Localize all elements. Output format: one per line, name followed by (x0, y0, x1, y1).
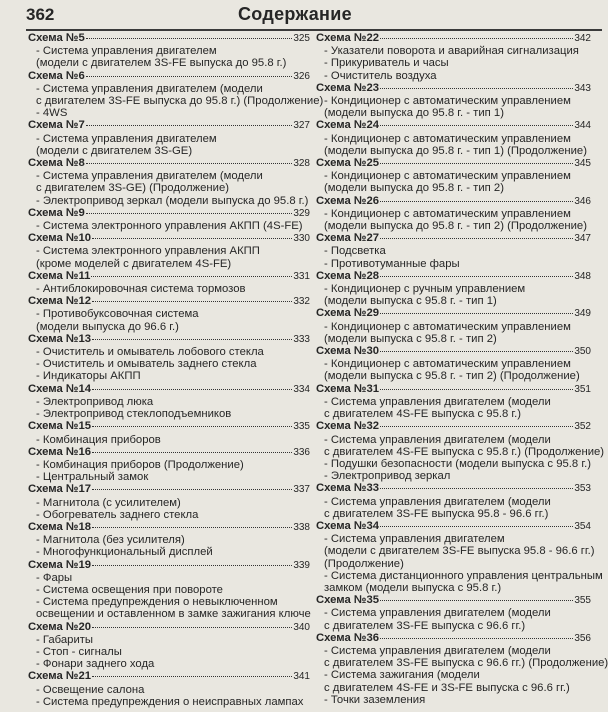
scheme-page-number: 325 (293, 33, 310, 44)
dot-leader (380, 163, 573, 164)
toc-entry-line: (модели выпуска до 95.8 г. - тип 1) (Продолжение) (324, 144, 587, 157)
toc-entry-line: - Система управления двигателем (модели (324, 644, 551, 657)
scheme-page-number: 328 (293, 158, 310, 170)
toc-entry-line: - Подсветка (324, 245, 386, 258)
scheme-heading (316, 345, 591, 358)
scheme-heading (28, 32, 310, 45)
scheme-heading (316, 594, 591, 607)
scheme-title: Схема №25 (316, 157, 380, 170)
scheme-heading (28, 559, 310, 572)
toc-entry-line: - Обогреватель заднего стекла (36, 508, 199, 521)
toc-entry-line: - Система управления двигателем (324, 533, 505, 546)
toc-entry-line: (модели выпуска с 95.8 г. - тип 1) (324, 295, 497, 308)
scheme-heading (28, 157, 310, 170)
scheme-page-number: 354 (574, 520, 591, 532)
scheme-heading (316, 232, 591, 245)
scheme-page-number: 345 (574, 158, 591, 170)
toc-entry-line: - Система управления двигателем (модели (324, 495, 551, 508)
scheme-heading (28, 232, 310, 245)
scheme-title: Схема №22 (316, 32, 380, 44)
scheme-title: Схема №7 (28, 119, 85, 132)
scheme-title: Схема №17 (28, 483, 92, 496)
dot-leader (86, 76, 293, 77)
toc-entry-line: - Очиститель и омыватель заднего стекла (36, 358, 257, 371)
scheme-page-number: 341 (293, 671, 310, 683)
toc-entry-line: - Система управления двигателем (модели (324, 395, 551, 408)
toc-entry-line: - Кондиционер с автоматическим управлением (324, 207, 571, 220)
toc-entry-line: - Кондиционер с автоматическим управлением (324, 132, 571, 145)
dot-leader (92, 565, 292, 566)
toc-entry-line: - Прикуриватель и часы (324, 57, 449, 70)
toc-entry-line: с двигателем 3S-FE выпуска с 96.6 гг.) (324, 619, 526, 632)
dot-leader (92, 676, 292, 677)
dot-leader (380, 38, 573, 39)
scheme-title: Схема №33 (316, 482, 380, 495)
toc-entry-line: с двигателем 3S-GE) (Продолжение) (36, 182, 229, 195)
scheme-heading (28, 119, 310, 132)
scheme-page-number: 333 (293, 333, 310, 345)
toc-entry-line: (модели выпуска до 95.8 г. - тип 2) (324, 182, 504, 195)
toc-entry-line: (Продолжение) (324, 557, 404, 570)
scheme-page-number: 347 (574, 233, 591, 245)
dot-leader (91, 276, 292, 277)
toc-entry-line: - Комбинация приборов (36, 433, 161, 446)
scheme-heading (28, 621, 310, 634)
scheme-heading (28, 207, 310, 220)
toc-entry-line: - Габариты (36, 633, 94, 646)
toc-entry-line: - Система управления двигателем (36, 45, 217, 58)
scheme-page-number: 330 (293, 233, 310, 245)
scheme-heading (316, 307, 591, 320)
scheme-page-number: 340 (293, 621, 310, 633)
scheme-title: Схема №12 (28, 295, 92, 308)
scheme-title: Схема №5 (28, 32, 85, 44)
toc-entry-line: - Очиститель и омыватель лобового стекла (36, 346, 264, 359)
scheme-heading (316, 520, 591, 533)
scheme-heading (316, 157, 591, 170)
toc-entry-line: - Указатели поворота и аварийная сигнализация (324, 45, 579, 58)
dot-leader (380, 389, 573, 390)
dot-leader (92, 489, 292, 490)
dot-leader (380, 638, 573, 639)
toc-entry-line: - Индикаторы АКПП (36, 370, 141, 383)
scheme-page-number: 350 (574, 346, 591, 358)
scheme-heading (316, 195, 591, 208)
scheme-title: Схема №10 (28, 232, 92, 245)
toc-entry-line: с двигателем 3S-FE выпуска до 95.8 г.) (Продолжение) (36, 95, 324, 108)
scheme-heading (316, 119, 591, 132)
toc-entry-line: - Система управления двигателем (модели (324, 607, 551, 620)
toc-entry-line: с двигателем 4S-FE выпуска с 95.8 г.) (Продолжение) (324, 445, 605, 458)
page-title: Содержание (238, 4, 352, 24)
scheme-title: Схема №36 (316, 631, 380, 644)
dot-leader (86, 163, 293, 164)
scheme-title: Схема №23 (316, 81, 380, 94)
dot-leader (92, 452, 292, 453)
toc-entry-line: с двигателем 4S-FE и 3S-FE выпуска с 96.6 гг.) (324, 681, 570, 694)
dot-leader (92, 627, 292, 628)
scheme-title: Схема №27 (316, 232, 380, 245)
page-header (26, 4, 596, 28)
toc-entry-line: - Система предупреждения о неисправных лампах (36, 695, 304, 708)
scheme-title: Схема №24 (316, 119, 380, 132)
toc-entry-line: - Противотуманные фары (324, 257, 460, 270)
toc-entry-line: - Кондиционер с автоматическим управлением (324, 170, 571, 183)
scheme-title: Схема №11 (28, 269, 91, 282)
toc-entry-line: - Электропривод зеркал (модели выпуска до 95.8 г.) (36, 194, 309, 207)
scheme-title: Схема №30 (316, 345, 380, 358)
scheme-heading (316, 383, 591, 396)
toc-entry-line: (модели выпуска до 95.8 г. - тип 1) (324, 107, 504, 120)
toc-entry-line: - Система освещения при повороте (36, 583, 223, 596)
scheme-page-number: 326 (293, 70, 310, 82)
toc-entry-line: замком (модели выпуска с 95.8 г.) (324, 581, 502, 594)
scheme-page-number: 344 (574, 120, 591, 132)
dot-leader (380, 313, 573, 314)
dot-leader (86, 213, 293, 214)
scheme-title: Схема №15 (28, 420, 92, 433)
toc-entry-line: - Электропривод зеркал (324, 470, 451, 483)
scheme-heading (316, 632, 591, 645)
dot-leader (380, 351, 573, 352)
scheme-title: Схема №21 (28, 670, 92, 683)
scheme-title: Схема №35 (316, 594, 380, 607)
scheme-heading (28, 420, 310, 433)
scheme-page-number: 352 (574, 421, 591, 433)
toc-entry-line: - Система управления двигателем (модели (324, 433, 551, 446)
scheme-page-number: 334 (293, 383, 310, 395)
toc-right-column (316, 32, 608, 706)
scheme-heading (28, 270, 310, 283)
toc-entry-line: (модели с двигателем 3S-FE выпуска 95.8 - 96.6 гг.) (324, 545, 595, 558)
toc-entry-line: - Система управления двигателем (модели (36, 170, 263, 183)
scheme-page-number: 343 (574, 82, 591, 94)
scheme-title: Схема №29 (316, 307, 380, 320)
toc-entry-line: - Кондиционер с ручным управлением (324, 283, 526, 296)
toc-entry-line: (кроме моделей с двигателем 4S-FE) (36, 257, 232, 270)
scheme-page-number: 339 (293, 559, 310, 571)
scheme-heading (316, 420, 591, 433)
toc-entry-line: - Система дистанционного управления центральным (324, 569, 603, 582)
toc-entry-line: (модели выпуска до 95.8 г. - тип 2) (Продолжение) (324, 220, 587, 233)
dot-leader (92, 238, 292, 239)
header-divider (26, 29, 602, 31)
toc-entry-line: - Электропривод стеклоподъемников (36, 408, 232, 421)
toc-entry-line: - Кондиционер с автоматическим управлением (324, 358, 571, 371)
scheme-heading (28, 383, 310, 396)
toc-entry-line: - Магнитола (с усилителем) (36, 496, 181, 509)
scheme-page-number: 346 (574, 195, 591, 207)
scheme-page-number: 329 (293, 207, 310, 219)
dot-leader (86, 125, 293, 126)
scheme-title: Схема №28 (316, 269, 380, 282)
scheme-heading (316, 32, 591, 45)
toc-entry-line: (модели с двигателем 3S-GE) (36, 144, 193, 157)
page-number: 362 (26, 5, 55, 24)
scheme-page-number: 331 (293, 270, 310, 282)
scheme-title: Схема №14 (28, 382, 92, 395)
toc-entry-line: - Система управления двигателем (36, 132, 217, 145)
scheme-page-number: 335 (293, 421, 310, 433)
toc-entry-line: - Очиститель воздуха (324, 69, 437, 82)
scheme-page-number: 327 (293, 120, 310, 132)
scheme-heading (28, 70, 310, 83)
dot-leader (92, 426, 292, 427)
toc-entry-line: - Антиблокировочная система тормозов (36, 283, 246, 296)
toc-entry-line: (модели выпуска до 96.6 г.) (36, 320, 179, 333)
scheme-title: Схема №31 (316, 382, 380, 395)
toc-left-column (28, 32, 324, 708)
scheme-page-number: 355 (574, 595, 591, 607)
dot-leader (380, 600, 573, 601)
scheme-heading (28, 521, 310, 534)
toc-entry-line: - Противобуксовочная система (36, 308, 199, 321)
toc-entry-line: - Кондиционер с автоматическим управлением (324, 320, 571, 333)
scheme-page-number: 356 (574, 632, 591, 644)
scheme-title: Схема №9 (28, 206, 85, 219)
toc-entry-line: - Точки заземления (324, 693, 426, 706)
scheme-page-number: 348 (574, 270, 591, 282)
scheme-title: Схема №6 (28, 69, 85, 82)
toc-entry-line: - Фары (36, 571, 73, 584)
toc-entry-line: - Подушки безопасности (модели выпуска с 95.8 г.) (324, 457, 591, 470)
dot-leader (380, 426, 573, 427)
dot-leader (92, 527, 292, 528)
toc-entry-line: с двигателем 3S-FE выпуска с 96.6 гг.) (Продолжение) (324, 657, 608, 670)
toc-entry-line: - Электропривод люка (36, 395, 154, 408)
scheme-heading (28, 333, 310, 346)
scheme-title: Схема №8 (28, 157, 85, 170)
scheme-heading (28, 446, 310, 459)
toc-entry-line: - Система предупреждения о невыключенном (36, 596, 278, 609)
scheme-heading (316, 482, 591, 495)
toc-entry-line: (модели с двигателем 3S-FE выпуска до 95.8 г.) (36, 57, 287, 70)
toc-entry-line: (модели выпуска с 95.8 г. - тип 2) (Продолжение) (324, 370, 580, 383)
scheme-page-number: 336 (293, 446, 310, 458)
scheme-heading (316, 270, 591, 283)
toc-entry-line: - Система электронного управления АКПП (4S-FE) (36, 220, 303, 233)
toc-entry-line: - 4WS (36, 107, 68, 120)
toc-entry-line: - Система зажигания (модели (324, 669, 480, 682)
toc-entry-line: - Система управления двигателем (модели (36, 82, 263, 95)
dot-leader (380, 276, 573, 277)
toc-entry-line: - Кондиционер с автоматическим управлением (324, 95, 571, 108)
toc-entry-line: - Стоп - сигналы (36, 645, 122, 658)
dot-leader (380, 526, 573, 527)
scheme-heading (28, 483, 310, 496)
toc-entry-line: (модели выпуска с 95.8 г. - тип 2) (324, 332, 497, 345)
scheme-heading (316, 82, 591, 95)
scheme-title: Схема №19 (28, 558, 92, 571)
scheme-title: Схема №20 (28, 620, 92, 633)
scheme-page-number: 338 (293, 521, 310, 533)
toc-entry-line: с двигателем 4S-FE выпуска с 95.8 г.) (324, 408, 522, 421)
dot-leader (380, 238, 573, 239)
dot-leader (92, 389, 292, 390)
toc-entry-line: освещении и оставленном в замке зажигания ключе (36, 608, 311, 621)
dot-leader (92, 301, 292, 302)
dot-leader (380, 201, 573, 202)
scheme-title: Схема №16 (28, 445, 92, 458)
toc-entry-line: с двигателем 3S-FE выпуска 95.8 - 96.6 гг.) (324, 507, 549, 520)
scheme-page-number: 349 (574, 308, 591, 320)
scheme-page-number: 332 (293, 296, 310, 308)
toc-entry-line: - Система электронного управления АКПП (36, 245, 260, 258)
scheme-page-number: 353 (574, 483, 591, 495)
scheme-title: Схема №32 (316, 420, 380, 433)
toc-entry-line: - Центральный замок (36, 471, 149, 484)
toc-entry-line: - Магнитола (без усилителя) (36, 534, 185, 547)
scheme-page-number: 337 (293, 484, 310, 496)
toc-entry-line: - Комбинация приборов (Продолжение) (36, 458, 244, 471)
toc-entry-line: - Освещение салона (36, 683, 145, 696)
scheme-title: Схема №18 (28, 520, 92, 533)
scheme-heading (28, 295, 310, 308)
scheme-title: Схема №26 (316, 194, 380, 207)
scheme-heading (28, 670, 310, 683)
dot-leader (86, 38, 293, 39)
dot-leader (380, 88, 573, 89)
scheme-page-number: 342 (574, 33, 591, 44)
scheme-title: Схема №13 (28, 332, 92, 345)
dot-leader (380, 488, 573, 489)
scheme-page-number: 351 (574, 383, 591, 395)
scheme-title: Схема №34 (316, 519, 380, 532)
toc-entry-line: - Фонари заднего хода (36, 658, 155, 671)
toc-entry-line: - Многофункциональный дисплей (36, 546, 213, 559)
dot-leader (380, 125, 573, 126)
dot-leader (92, 339, 292, 340)
